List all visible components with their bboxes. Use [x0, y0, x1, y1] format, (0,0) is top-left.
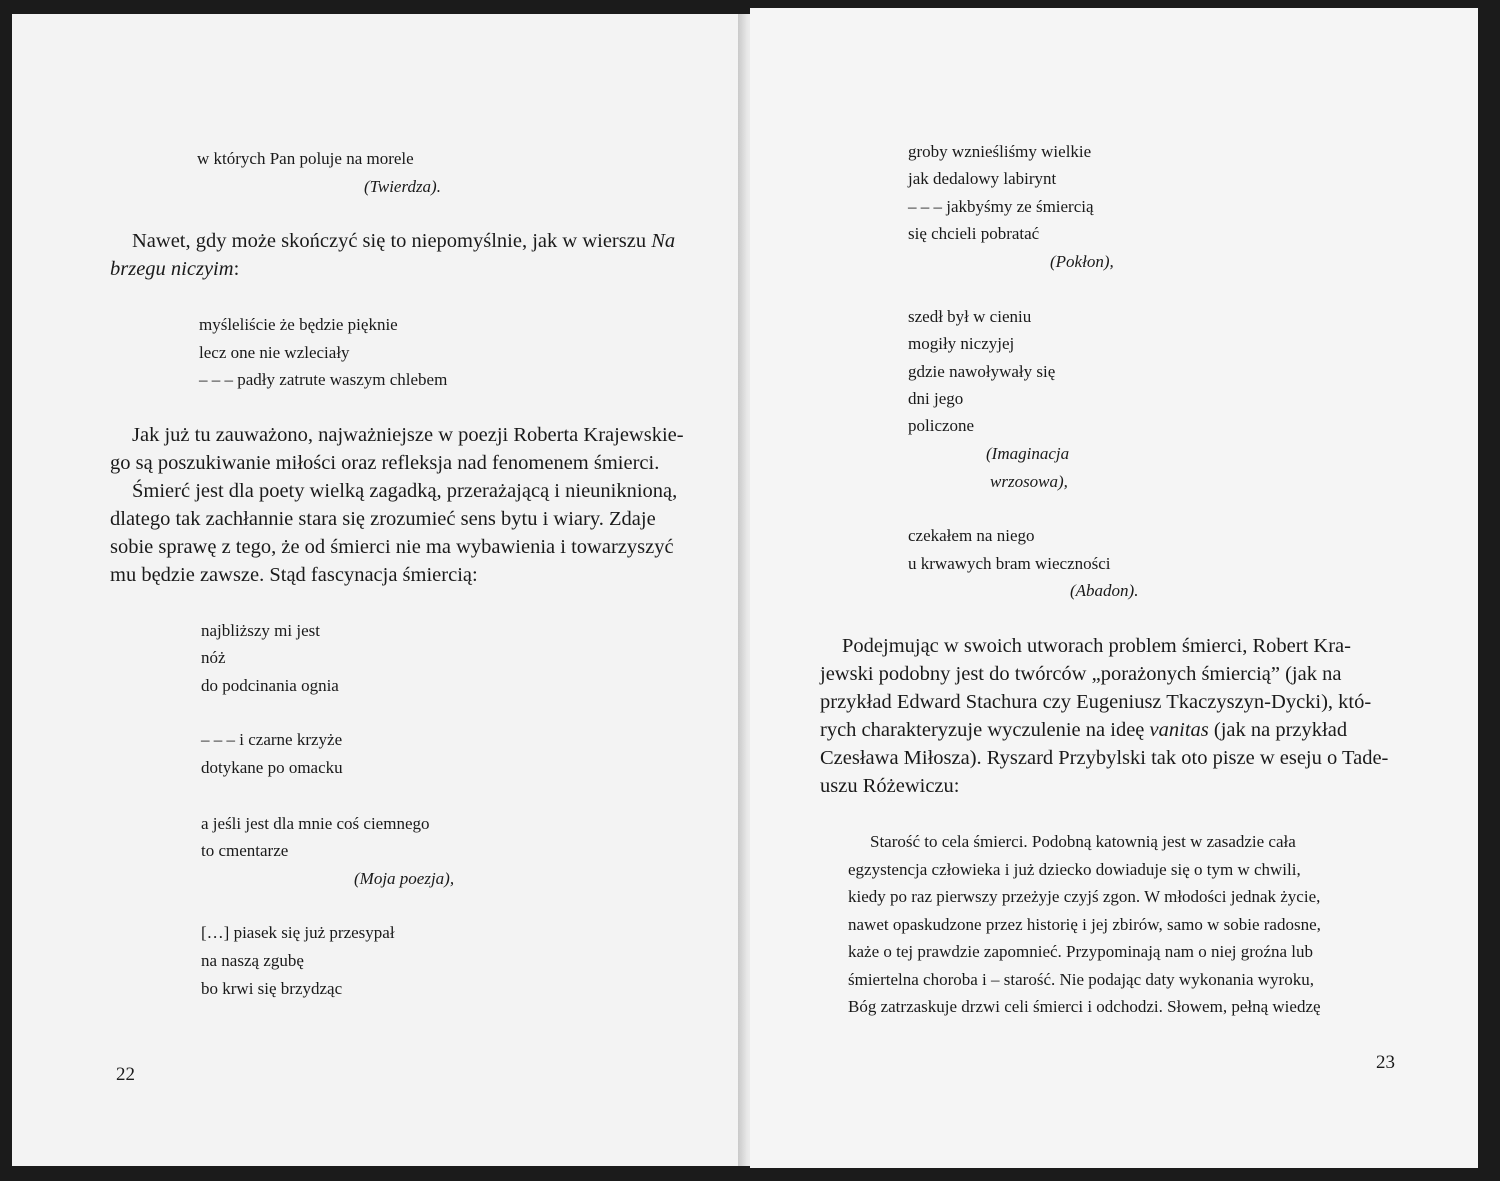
paragraph-line: [820, 719, 1347, 742]
poem-line: – – – jakbyśmy ze śmiercią: [908, 197, 1094, 216]
poem-line: policzone: [908, 416, 975, 435]
poem-citation: (Pokłon),: [1050, 252, 1114, 271]
paragraph-line: Jak już tu zauważono, najważniejsze w poezji Roberta Krajewskie-: [132, 424, 684, 446]
quote-line: każe o tej prawdzie zapomnieć. Przypominają nam o niej groźna lub: [848, 942, 1313, 961]
left-page: [12, 14, 750, 1166]
paragraph-line: Podejmując w swoich utworach problem śmierci, Robert Kra-: [842, 635, 1351, 657]
poem-line: dotykane po omacku: [201, 758, 343, 777]
poem-line: szedł był w cieniu: [908, 307, 1032, 326]
poem-line: jak dedalowy labirynt: [908, 169, 1057, 188]
quote-line: Starość to cela śmierci. Podobną katownią jest w zasadzie cała: [870, 832, 1296, 851]
poem-citation: (Imaginacja: [986, 444, 1070, 463]
emphasis-term: vanitas: [1149, 719, 1209, 741]
quote-line: Bóg zatrzaskuje drzwi celi śmierci i odchodzi. Słowem, pełną wiedzę: [848, 997, 1321, 1016]
poem-citation: wrzosowa),: [990, 472, 1068, 491]
paragraph-text: Nawet, gdy może skończyć się to niepomyślnie, jak w wierszu: [132, 230, 647, 252]
poem-title: Na: [651, 230, 676, 252]
paragraph-text: (jak na przykład: [1213, 719, 1348, 741]
poem-citation: (Abadon).: [1070, 581, 1139, 600]
poem-line: bo krwi się brzydząc: [201, 979, 343, 998]
right-page: [750, 8, 1478, 1168]
paragraph-line: uszu Różewiczu:: [820, 775, 960, 797]
poem-line: mogiły niczyjej: [908, 334, 1015, 353]
poem-line: nóż: [201, 648, 226, 667]
paragraph-line: przykład Edward Stachura czy Eugeniusz Tkaczyszyn-Dycki), któ-: [820, 691, 1372, 713]
paragraph-line: go są poszukiwanie miłości oraz refleksja nad fenomenem śmierci.: [110, 452, 660, 474]
poem-line: najbliższy mi jest: [201, 621, 320, 640]
poem-line: do podcinania ognia: [201, 676, 339, 695]
poem-line: się chcieli pobratać: [908, 224, 1040, 243]
quote-line: śmiertelna choroba i – starość. Nie podając daty wykonania wyroku,: [848, 970, 1314, 989]
paragraph-line: Śmierć jest dla poety wielką zagadką, przerażającą i nieuniknioną,: [132, 480, 678, 502]
paragraph-line: mu będzie zawsze. Stąd fascynacja śmiercią:: [110, 564, 478, 586]
poem-line: lecz one nie wzleciały: [199, 343, 350, 362]
paragraph-line: [110, 258, 239, 281]
quote-line: egzystencja człowieka i już dziecko dowiaduje się o tym w chwili,: [848, 860, 1301, 879]
page-number: 23: [1376, 1052, 1395, 1073]
poem-line: myśleliście że będzie pięknie: [199, 315, 398, 334]
poem-line: u krwawych bram wieczności: [908, 554, 1111, 573]
poem-citation: (Twierdza).: [364, 177, 441, 196]
poem-line: to cmentarze: [201, 841, 289, 860]
poem-line: – – – padły zatrute waszym chlebem: [199, 370, 448, 389]
paragraph-text: rych charakteryzuje wyczulenie na ideę: [820, 719, 1145, 741]
paragraph-line: dlatego tak zachłannie stara się zrozumieć sens bytu i wiary. Zdaje: [110, 508, 656, 530]
page-number: 22: [116, 1064, 135, 1085]
paragraph-line: [132, 230, 675, 253]
poem-line: […] piasek się już przesypał: [201, 923, 395, 942]
poem-citation: (Moja poezja),: [354, 869, 455, 888]
poem-line: na naszą zgubę: [201, 951, 304, 970]
poem-line: – – – i czarne krzyże: [201, 730, 343, 749]
poem-line: gdzie nawoływały się: [908, 362, 1056, 381]
poem-line: czekałem na niego: [908, 526, 1035, 545]
poem-line: a jeśli jest dla mnie coś ciemnego: [201, 814, 430, 833]
poem-line: groby wznieśliśmy wielkie: [908, 142, 1092, 161]
quote-line: kiedy po raz pierwszy przeżyje czyjś zgon. W młodości jednak życie,: [848, 887, 1321, 906]
quote-line: nawet opaskudzone przez historię i jej zbirów, samo w sobie radosne,: [848, 915, 1321, 934]
paragraph-text: :: [233, 258, 240, 280]
paragraph-line: jewski podobny jest do twórców „porażonych śmiercią” (jak na: [820, 663, 1342, 685]
poem-line: dni jego: [908, 389, 964, 408]
paragraph-line: sobie sprawę z tego, że od śmierci nie ma wybawienia i towarzyszyć: [110, 536, 674, 558]
poem-line: w których Pan poluje na morele: [197, 149, 414, 168]
poem-title: brzegu niczyim: [110, 258, 234, 280]
paragraph-line: Czesława Miłosza). Ryszard Przybylski tak oto pisze w eseju o Tade-: [820, 747, 1389, 769]
